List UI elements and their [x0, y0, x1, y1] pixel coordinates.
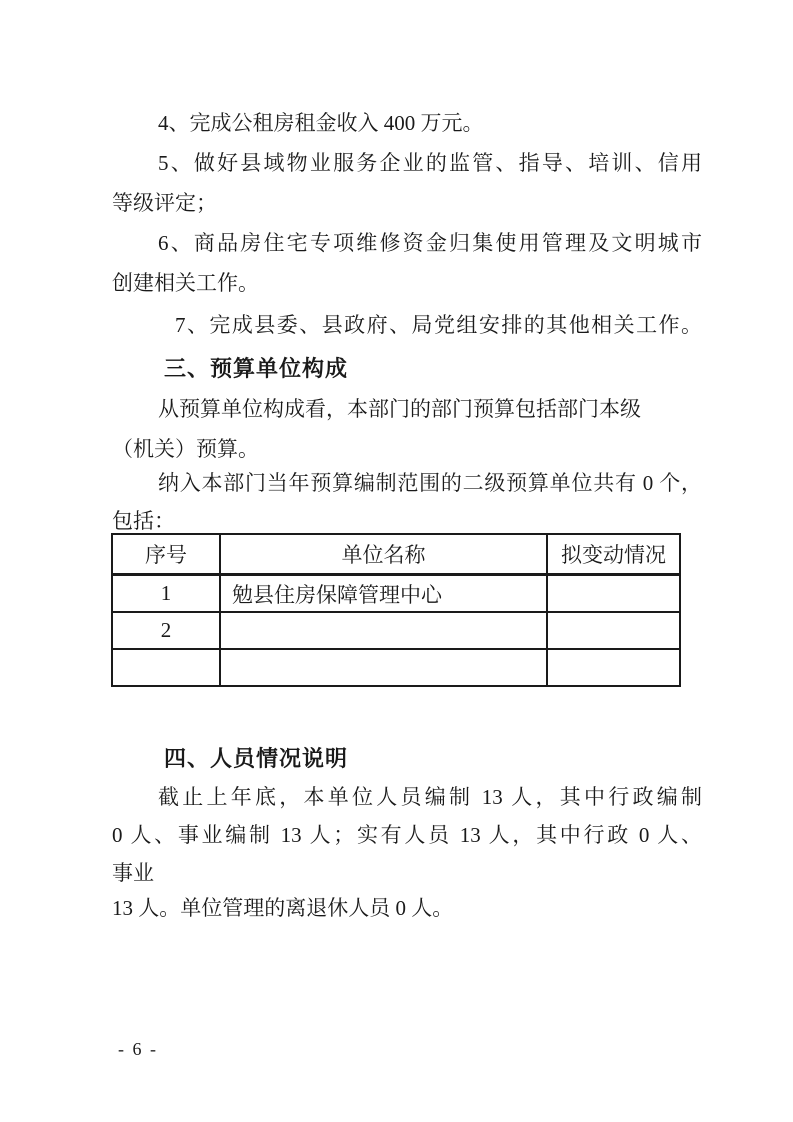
- cell-seq: [112, 649, 220, 686]
- cell-unit-name: [220, 649, 547, 686]
- table-row: [112, 649, 680, 686]
- cell-seq: 1: [112, 575, 220, 613]
- body-line-item5-2: 等级评定；: [112, 191, 217, 215]
- table-header-change: 拟变动情况: [547, 534, 680, 575]
- cell-seq: 2: [112, 612, 220, 649]
- table-header-row: [112, 534, 680, 575]
- body-line-sec4-p1-4: 13 人。单位管理的离退休人员 0 人。: [112, 896, 454, 920]
- page-number: - 6 -: [118, 1039, 158, 1059]
- body-line-item7: 7、完成县委、县政府、局党组安排的其他相关工作。: [175, 313, 702, 337]
- table-header-name: 单位名称: [220, 534, 547, 575]
- body-line-item4: 4、完成公租房租金收入 400 万元。: [158, 111, 484, 135]
- body-line-sec3-p1-2: （机关）预算。: [112, 437, 259, 461]
- cell-change: [547, 575, 680, 613]
- body-line-sec3-p2-2: 包括：: [112, 509, 175, 533]
- table-row: [112, 612, 680, 649]
- table-row: [112, 575, 680, 613]
- body-line-item6-1: 6、商品房住宅专项维修资金归集使用管理及文明城市: [158, 231, 702, 255]
- body-line-sec3-p2-1: 纳入本部门当年预算编制范围的二级预算单位共有 0 个，: [158, 471, 702, 495]
- cell-change: [547, 649, 680, 686]
- budget-units-table: [111, 533, 681, 687]
- body-line-sec4-p1-2: 0 人、事业编制 13 人；实有人员 13 人，其中行政 0 人、: [112, 823, 702, 847]
- cell-change: [547, 612, 680, 649]
- body-line-item5-1: 5、做好县域物业服务企业的监管、指导、培训、信用: [158, 151, 702, 175]
- body-line-sec3-p1-1: 从预算单位构成看，本部门的部门预算包括部门本级: [158, 397, 641, 421]
- body-line-sec4-p1-3: 事业: [112, 861, 154, 885]
- section-heading-3: 三、预算单位构成: [164, 356, 349, 381]
- cell-unit-name: 勉县住房保障管理中心: [220, 575, 547, 613]
- body-line-sec4-p1-1: 截止上年底，本单位人员编制 13 人，其中行政编制: [158, 785, 702, 809]
- cell-unit-name: [220, 612, 547, 649]
- section-heading-4: 四、人员情况说明: [164, 746, 349, 771]
- table-header-seq: 序号: [112, 534, 220, 575]
- body-line-item6-2: 创建相关工作。: [112, 271, 259, 295]
